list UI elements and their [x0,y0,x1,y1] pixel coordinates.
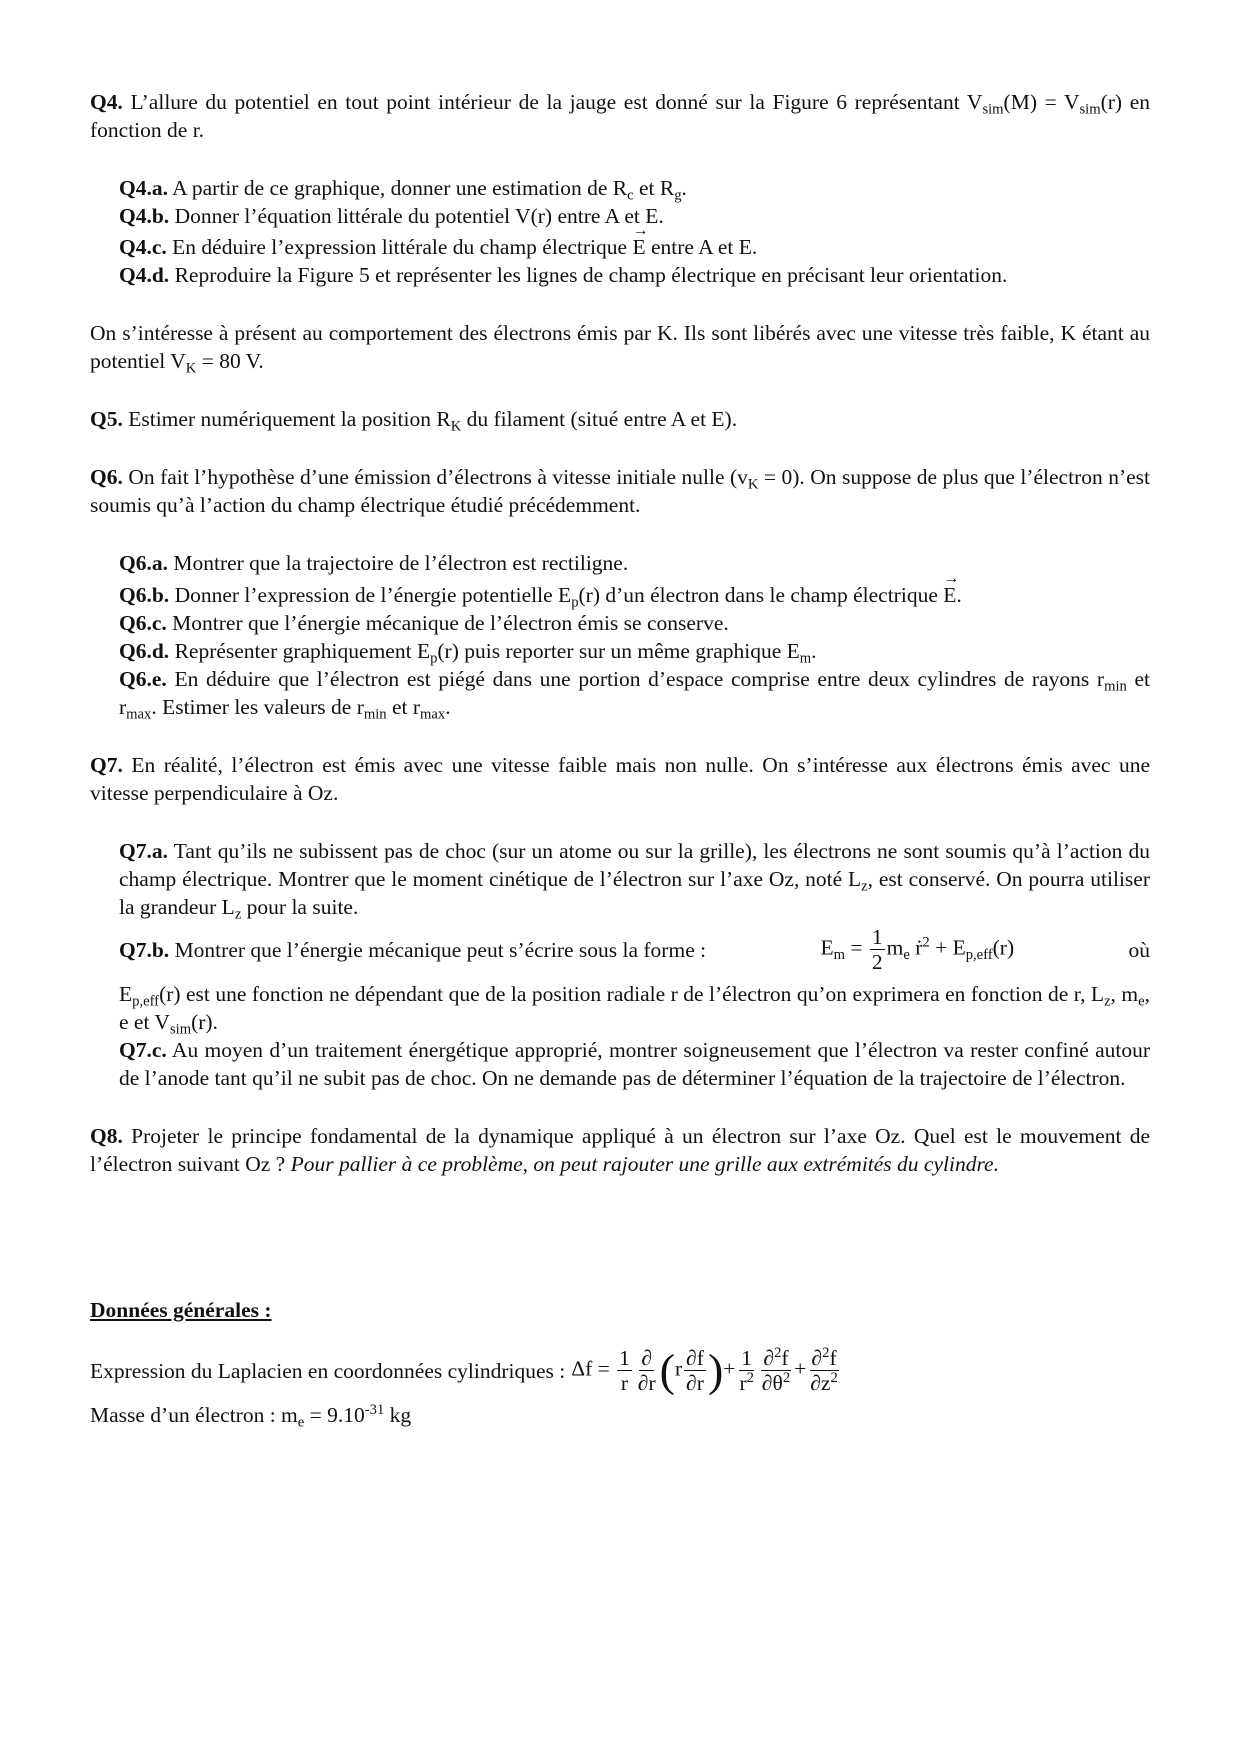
q6a-text: Montrer que la trajectoire de l’électron est rectiligne. [167,551,629,575]
fraction-numerator: ∂f [686,1346,704,1370]
q7b-label: Q7.b. [119,937,170,962]
q7b-intro [119,936,706,964]
formula-r: (r) [992,935,1015,960]
superscript: 2 [774,1344,782,1361]
vector-e-symbol: → E [943,581,956,609]
q4b-text: Donner l’équation littérale du potentiel V(r) entre A et E. [169,204,664,228]
fraction [617,1346,632,1395]
numerator-f: f [781,1346,789,1370]
q4d-label: Q4.d. [119,263,170,287]
q4a-label: Q4.a. [119,176,168,200]
fraction [808,1346,839,1395]
subscript: sim [982,101,1004,118]
fraction [737,1346,755,1395]
q6e-label: Q6.e. [119,667,167,691]
superscript: 2 [746,1369,754,1386]
q6c-text: Montrer que l’énergie mécanique de l’électron émis se conserve. [166,611,729,635]
q4-text-c: (r) en fonction de r. [90,90,1151,142]
q6d-text: Représenter graphiquement E [169,639,431,663]
subscript: e [1138,993,1145,1010]
q6e-paragraph [90,665,1150,721]
q4c-text-b: entre A et E. [645,235,758,259]
laplacien-label: Expression du Laplacien en coordonnées cylindriques : [90,1358,566,1383]
q7c-paragraph [90,1036,1150,1092]
vector-e-symbol: → E [632,233,645,261]
q6b-label: Q6.b. [119,583,170,607]
intro-text: On s’intéresse à présent au comportement des électrons émis par K. Ils sont libérés avec une vitesse très faible, K étant au potentiel V [90,321,1150,373]
fraction-numerator: 1 [741,1346,753,1370]
masse-value: = 9.10 [304,1403,365,1427]
q7a-paragraph [90,837,1150,921]
q4c-text: En déduire l’expression littérale du champ électrique [166,235,633,259]
q6-label: Q6. [90,465,123,489]
q7a-label: Q7.a. [119,839,168,863]
q4d-text: Reproduire la Figure 5 et représenter les lignes de champ électrique en précisant leur orientation. [169,263,1008,287]
plus-sign: + [723,1356,736,1381]
subscript: K [747,476,759,493]
q7b-text-f: , e et V [119,982,1150,1034]
q6b-paragraph [90,581,1150,609]
q6a-paragraph [90,549,1150,577]
fraction-denominator: r [620,1371,629,1395]
q7a-text-b: , est conservé. On pourra utiliser la grandeur L [119,867,1150,919]
fraction-denominator: 2 [871,950,883,974]
subscript: m [833,946,845,963]
superscript: 2 [782,1369,791,1386]
mechanical-energy-formula [820,925,1014,974]
q4b-paragraph [90,202,1150,230]
plus-sign: + [794,1356,807,1381]
fraction-denominator [760,1371,792,1395]
q6c-paragraph [90,609,1150,637]
masse-unit: kg [384,1403,412,1427]
q6-text: On fait l’hypothèse d’une émission d’électrons à vitesse initiale nulle (v [122,465,748,489]
subscript: max [126,706,152,723]
superscript: 2 [922,934,930,951]
subscript: K [450,418,462,435]
q8-text: Projeter le principe fondamental de la dynamique appliqué à un électron sur l’axe Oz. Quel est le mouvement de l’électron suivant Oz ? [90,1124,1150,1176]
q4-paragraph [90,88,1150,144]
laplacien-line [90,1346,1150,1395]
q6d-text-b: (r) puis reporter sur un même graphique E [437,639,800,663]
fraction-numerator [761,1346,790,1371]
q4-text-b: (M) = V [1003,90,1080,114]
subscript: g [674,187,682,204]
subscript: e [297,1414,305,1431]
q5-text: Estimer numériquement la position R [122,407,451,431]
laplacien-r: r [675,1356,683,1381]
q5-paragraph [90,405,1150,433]
fraction-denominator: ∂r [637,1371,656,1395]
fraction-numerator: 1 [619,1346,630,1370]
q4c-label: Q4.c. [119,235,167,259]
q4a-paragraph [90,174,1150,202]
q4d-paragraph [90,261,1150,289]
q7c-text: Au moyen d’un traitement énergétique approprié, montrer soigneusement que l’électron va rester confiné autour de l’anode tant qu’il ne subit pas de choc. On ne demande pas de déterminer l’équation de la trajectoire de l’électron. [119,1038,1150,1090]
formula-rdot: ṙ [909,935,923,960]
laplacien-lhs: Δf = [571,1356,610,1381]
denominator-base: ∂θ [761,1371,783,1395]
intro-text-b: = 80 V. [196,349,264,373]
q6d-paragraph [90,637,1150,665]
q6e-text-d: et r [386,695,421,719]
donnees-title: Données générales : [90,1298,272,1322]
document-page [90,88,1150,1429]
q4a-text-c: . [681,176,687,200]
q5-label: Q5. [90,407,123,431]
q6e-text-c: . Estimer les valeurs de r [151,695,364,719]
q4b-label: Q4.b. [119,204,170,228]
q7b-text-d: (r) est une fonction ne dépendant que de la position radiale r de l’électron qu’on exprimera en fonction de r, L [159,982,1105,1006]
q7a-text: Tant qu’ils ne subissent pas de choc (sur un atome ou sur la grille), les électrons ne sont soumis qu’à l’action du champ électrique. Montrer que le moment cinétique de l’électron sur l’axe Oz, noté L [119,839,1150,891]
q7b-text: Montrer que l’énergie mécanique peut s’écrire sous la forme : [169,937,707,962]
q4-label: Q4. [90,90,123,114]
fraction [636,1346,658,1395]
formula-plus-ep: + E [929,935,966,960]
q6e-text-e: . [445,695,451,719]
q6b-text-b: (r) d’un électron dans le champ électrique [578,583,944,607]
subscript: min [363,706,387,723]
q8-italic-text: Pour pallier à ce problème, on peut rajouter une grille aux extrémités du cylindre. [290,1152,999,1176]
subscript: p,eff [965,946,993,963]
q7c-label: Q7.c. [119,1038,167,1062]
subscript: sim [169,1021,192,1038]
subscript: K [185,360,197,377]
fraction-numerator: 1 [871,925,883,949]
subscript: z [1104,993,1111,1010]
denominator-base: ∂z [810,1371,831,1395]
q6-paragraph [90,463,1150,519]
fraction [684,1346,706,1395]
q7b-ou: où [1128,937,1150,962]
masse-text: Masse d’un électron : m [90,1403,298,1427]
q7b-text-e: , m [1110,982,1139,1006]
subscript: min [1104,678,1127,695]
q6d-text-c: . [811,639,817,663]
left-parenthesis: ( [659,1344,675,1396]
superscript: 2 [822,1344,830,1361]
formula-lhs: E [820,935,834,960]
laplacien-formula [571,1346,842,1395]
subscript: m [799,650,812,667]
q7-label: Q7. [90,753,123,777]
fraction-denominator: ∂r [686,1371,704,1395]
q6-text-b: = 0). On suppose de plus que l’électron n’est soumis qu’à l’action du champ électrique étudié précédemment. [90,465,1150,517]
formula-mass: m [886,935,904,960]
superscript: -31 [364,1401,385,1418]
q6d-label: Q6.d. [119,639,170,663]
q8-label: Q8. [90,1124,123,1148]
q7b-text-c: E [119,982,133,1006]
fraction-numerator: ∂ [641,1346,653,1370]
numerator-f: f [829,1346,837,1370]
denominator-base: r [739,1371,747,1395]
superscript: 2 [830,1369,838,1386]
subscript: c [627,187,634,204]
numerator-base: ∂ [763,1346,775,1370]
intro-paragraph [90,319,1150,375]
fraction-denominator [808,1371,839,1395]
q6e-text-b: et r [119,667,1150,719]
subscript: z [234,906,242,923]
q8-paragraph [90,1122,1150,1178]
q7b-formula-line [90,925,1150,974]
formula-equals: = [844,935,868,960]
q6b-text: Donner l’expression de l’énergie potentielle E [169,583,572,607]
subscript: p [571,594,579,611]
fraction [760,1346,792,1395]
subscript: sim [1079,101,1101,118]
q7a-text-c: pour la suite. [241,895,359,919]
q6b-text-c: . [956,583,962,607]
subscript: e [903,946,910,963]
fraction-denominator [737,1371,755,1395]
q6e-text: En déduire que l’électron est piégé dans une portion d’espace comprise entre deux cylindres de rayons r [166,667,1105,691]
right-parenthesis: ) [707,1344,724,1396]
q4a-text-b: et R [633,176,675,200]
subscript: max [420,706,446,723]
q4-text: L’allure du potentiel en tout point intérieur de la jauge est donné sur la Figure 6 représentant V [122,90,983,114]
q7b-text-g: (r). [191,1010,218,1034]
q7b-continuation [90,980,1150,1036]
fraction-one-half [870,925,885,974]
q6a-label: Q6.a. [119,551,168,575]
q4c-paragraph [90,233,1150,261]
numerator-base: ∂ [811,1346,823,1370]
subscript: p [430,650,438,667]
q4a-text: A partir de ce graphique, donner une estimation de R [167,176,628,200]
q6c-label: Q6.c. [119,611,167,635]
q5-text-b: du filament (situé entre A et E). [461,407,738,431]
subscript: p,eff [132,993,160,1010]
q7-text: En réalité, l’électron est émis avec une vitesse faible mais non nulle. On s’intéresse aux électrons émis avec une vitesse perpendiculaire à Oz. [90,753,1150,805]
fraction-numerator [810,1346,839,1371]
subscript: z [861,878,868,895]
q7-paragraph [90,751,1150,807]
masse-electron-line [90,1401,1150,1429]
